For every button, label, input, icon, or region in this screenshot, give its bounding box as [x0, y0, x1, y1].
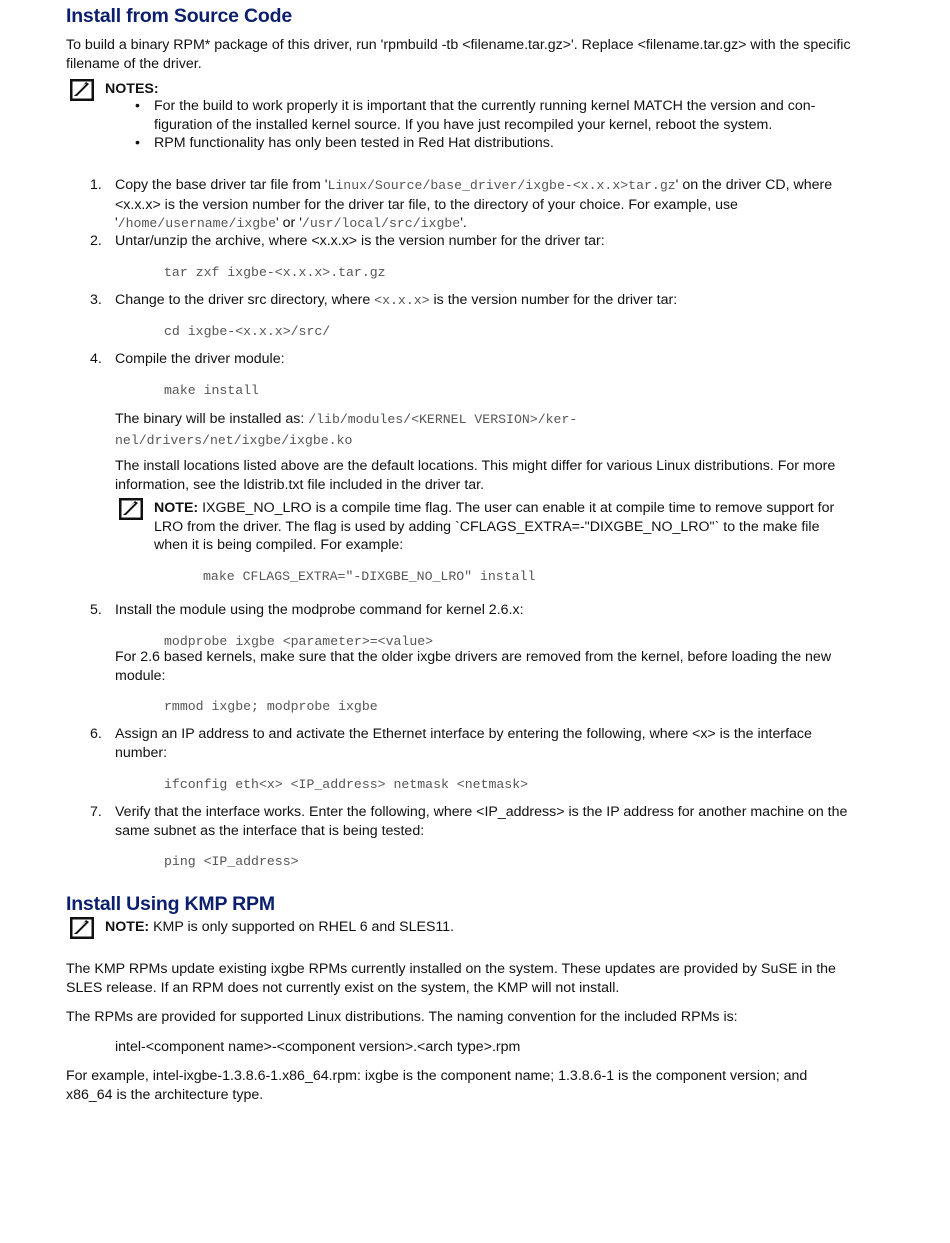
kmp-paragraph-2: The RPMs are provided for supported Linux distributions. The naming convention for the included RPMs is:	[66, 1009, 738, 1025]
code-tar: tar zxf ixgbe-<x.x.x>.tar.gz	[164, 265, 386, 280]
intro-paragraph: To build a binary RPM* package of this driver, run 'rpmbuild -tb <filename.tar.gz>'. Replace <filename.tar.gz> with the specific filename of the driver.	[66, 37, 851, 72]
step-6	[66, 725, 856, 762]
code-rmmod: rmmod ixgbe; modprobe ixgbe	[164, 699, 378, 714]
notes-block	[66, 80, 855, 99]
step-number: 3.	[90, 292, 102, 308]
step-text: is the version number for the driver tar:	[429, 292, 678, 308]
step-text: Assign an IP address to and activate the Ethernet interface by entering the following, where <x> is the interface number:	[115, 726, 812, 761]
section-title-kmp: Install Using KMP RPM	[66, 893, 275, 915]
path-base-driver: Linux/Source/base_driver/ixgbe-<x.x.x>tar.gz	[327, 178, 676, 193]
step-text: Untar/unzip the archive, where <x.x.x> is the version number for the driver tar:	[115, 233, 605, 249]
code-make-lro: make CFLAGS_EXTRA="-DIXGBE_NO_LRO" install	[203, 569, 536, 584]
binary-path: /lib/modules/<KERNEL VERSION>/ker-	[308, 412, 578, 427]
step-number: 5.	[90, 602, 102, 618]
step-5	[66, 601, 856, 620]
note-text: KMP is only supported on RHEL 6 and SLES11.	[149, 919, 455, 935]
code-cd: cd ixgbe-<x.x.x>/src/	[164, 324, 331, 339]
step-number: 2.	[90, 233, 102, 249]
step-text: ' on the driver CD, where <x.x.x> is the version number for the driver tar file, to the directory of your choice. For example, use '	[115, 177, 833, 231]
code-ifconfig: ifconfig eth<x> <IP_address> netmask <netmask>	[164, 777, 529, 792]
version-mono: <x.x.x>	[374, 293, 430, 308]
path-home: /home/username/ixgbe	[117, 216, 276, 231]
notes-list	[66, 97, 863, 153]
note-pencil-icon	[119, 498, 143, 520]
note-text: IXGBE_NO_LRO is a compile time flag. The user can enable it at compile time to remove support for LRO from the driver. The flag is used by adding `CFLAGS_EXTRA=-"DIXGBE_NO_LRO"` to the make file when it is being compiled. For example:	[154, 500, 835, 553]
older-drivers-text: For 2.6 based kernels, make sure that the older ixgbe drivers are removed from the kernel, before loading the new module:	[115, 649, 832, 684]
step-text: Install the module using the modprobe command for kernel 2.6.x:	[115, 602, 524, 618]
kmp-naming-convention: intel-<component name>-<component version>.<arch type>.rpm	[115, 1039, 521, 1055]
step-number: 7.	[90, 804, 102, 820]
code-make: make install	[164, 383, 259, 398]
step-text: Change to the driver src directory, where	[115, 292, 375, 308]
kmp-paragraph-3: For example, intel-ixgbe-1.3.8.6-1.x86_64.rpm: ixgbe is the component name; 1.3.8.6-1 is the component version; and x86_64 is the architecture type.	[66, 1068, 808, 1103]
step-number: 6.	[90, 726, 102, 742]
step-text: Verify that the interface works. Enter the following, where <IP_address> is the IP address for another machine on the same subnet as the interface that is being tested:	[115, 804, 848, 839]
step-text: ' or '	[276, 215, 302, 231]
step-text: Compile the driver module:	[115, 351, 285, 367]
note-label: NOTE:	[154, 500, 199, 516]
step-3	[66, 291, 856, 311]
step-number: 1.	[90, 177, 102, 193]
step-1	[66, 176, 856, 234]
step-2	[66, 232, 856, 251]
code-modprobe: modprobe ixgbe <parameter>=<value>	[164, 634, 434, 649]
code-ping: ping <IP_address>	[164, 854, 299, 869]
binary-label: The binary will be installed as:	[115, 411, 309, 427]
note-label: NOTE:	[105, 919, 150, 935]
step-number: 4.	[90, 351, 102, 367]
lro-note	[115, 499, 856, 555]
section-title-source: Install from Source Code	[66, 5, 292, 27]
note-pencil-icon	[70, 917, 94, 939]
install-locations: The install locations listed above are the default locations. This might differ for various Linux distributions. For more information, see the ldistrib.txt file included in the driver tar.	[115, 458, 836, 493]
step-text: Copy the base driver tar file from '	[115, 177, 328, 193]
list-item: • RPM functionality has only been tested in Red Hat distributions.	[115, 134, 863, 153]
binary-path-cont: nel/drivers/net/ixgbe/ixgbe.ko	[115, 433, 353, 448]
step-4	[66, 350, 856, 369]
list-item: • For the build to work properly it is important that the currently running kernel MATCH the version and con-figuration of the installed kernel source. If you have just recompiled your kernel, reboot the system.	[115, 97, 863, 134]
kmp-paragraph-1: The KMP RPMs update existing ixgbe RPMs currently installed on the system. These updates are provided by SuSE in the SLES release. If an RPM does not currently exist on the system, the KMP will not install.	[66, 961, 836, 996]
kmp-note	[66, 918, 855, 937]
step-7	[66, 803, 856, 840]
step-text: '.	[460, 215, 467, 231]
path-usr: /usr/local/src/ixgbe	[301, 216, 461, 231]
binary-location	[115, 409, 815, 451]
notes-label: NOTES:	[105, 81, 159, 97]
